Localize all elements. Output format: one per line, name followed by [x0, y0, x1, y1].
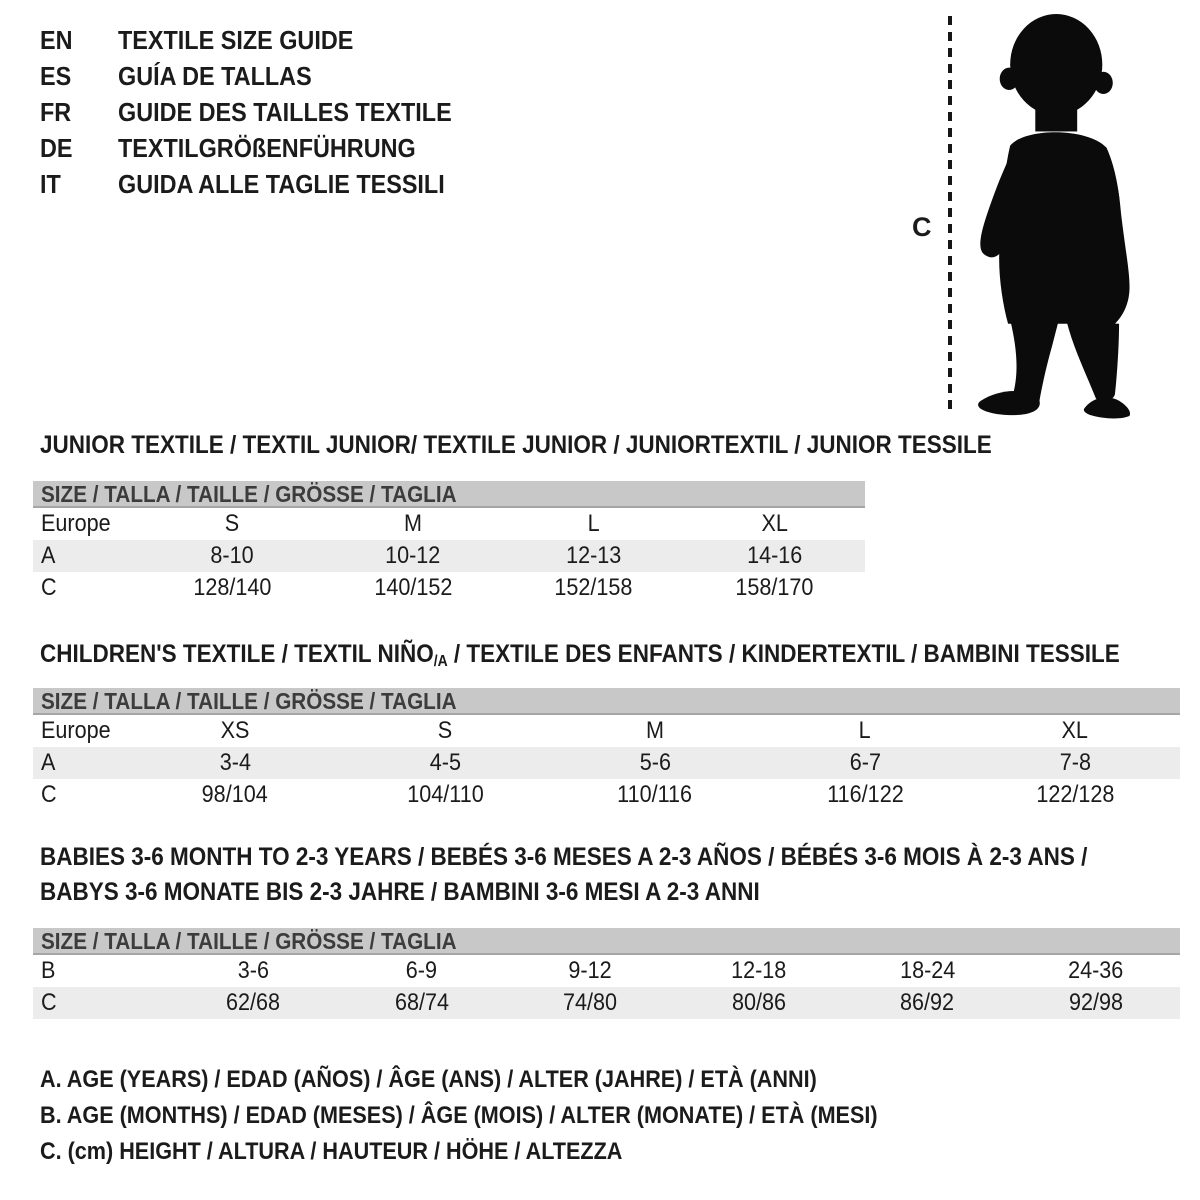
- language-guide-title: GUIDA ALLE TAGLIE TESSILI: [118, 169, 445, 199]
- babies-title-line1: BABIES 3-6 MONTH TO 2-3 YEARS / BEBÉS 3-6 MESES A 2-3 AÑOS / BÉBÉS 3-6 MOIS À 2-3 ANS /: [40, 843, 1088, 871]
- size-value-cell: 158/170: [735, 574, 814, 601]
- size-value-cell: 6-9: [406, 957, 438, 984]
- babies-section-heading: [40, 842, 1200, 907]
- language-guide-title: GUIDE DES TAILLES TEXTILE: [118, 97, 452, 127]
- size-value-cell: 3-6: [237, 957, 269, 984]
- table-row: [33, 572, 865, 604]
- size-value-cell: 122/128: [1035, 781, 1115, 808]
- language-row: [40, 58, 489, 94]
- size-value-cell: 7-8: [1059, 749, 1091, 776]
- language-code: FR: [40, 97, 72, 127]
- size-value-cell: 104/110: [406, 781, 484, 808]
- size-value-cell: 24-36: [1068, 957, 1124, 984]
- table-row: [33, 955, 1180, 987]
- size-header-bar: SIZE / TALLA / TAILLE / GRÖSSE / TAGLIA: [33, 481, 865, 508]
- size-value-cell: 128/140: [193, 574, 272, 601]
- height-measure-label: C: [912, 212, 932, 242]
- size-value-cell: 140/152: [374, 574, 453, 601]
- size-value-cell: 10-12: [385, 542, 441, 569]
- size-value-cell: 86/92: [900, 989, 955, 1016]
- size-value-cell: 62/68: [226, 989, 281, 1016]
- size-value-cell: M: [404, 510, 423, 537]
- size-value-cell: 110/116: [617, 781, 693, 808]
- table-row: [33, 508, 865, 540]
- language-row: [40, 130, 489, 166]
- row-label: Europe: [41, 717, 111, 744]
- size-value-cell: 4-5: [429, 749, 461, 776]
- size-value-cell: 12-13: [566, 542, 622, 569]
- size-value-cell: 9-12: [568, 957, 612, 984]
- row-label: B: [41, 957, 56, 984]
- language-code: ES: [40, 61, 72, 91]
- size-value-cell: 8-10: [210, 542, 254, 569]
- size-value-cell: S: [225, 510, 240, 537]
- children-size-table: [33, 688, 1180, 811]
- size-value-cell: 98/104: [201, 781, 269, 808]
- table-row: [33, 779, 1180, 811]
- language-row: [40, 94, 489, 130]
- language-guide-title: GUÍA DE TALLAS: [118, 61, 312, 91]
- legend-line-b: B. AGE (MONTHS) / EDAD (MESES) / ÂGE (MOIS) / ALTER (MONATE) / ETÀ (MESI): [40, 1102, 878, 1129]
- size-value-cell: 152/158: [554, 574, 633, 601]
- size-value-cell: 116/122: [826, 781, 904, 808]
- table-row: [33, 715, 1180, 747]
- children-section-heading: [40, 639, 1200, 677]
- size-value-cell: XL: [1061, 717, 1089, 744]
- babies-size-table: [33, 928, 1180, 1019]
- language-code: DE: [40, 133, 73, 163]
- size-value-cell: S: [437, 717, 453, 744]
- table-row: [33, 987, 1180, 1019]
- language-row: [40, 22, 489, 58]
- size-value-cell: 12-18: [731, 957, 787, 984]
- size-value-cell: 18-24: [899, 957, 955, 984]
- row-label: C: [41, 574, 57, 601]
- size-value-cell: 80/86: [731, 989, 786, 1016]
- legend: [40, 1062, 971, 1170]
- size-header-bar: SIZE / TALLA / TAILLE / GRÖSSE / TAGLIA: [33, 928, 1180, 955]
- size-value-cell: 74/80: [563, 989, 618, 1016]
- size-value-cell: 5-6: [639, 749, 671, 776]
- language-code: IT: [40, 169, 61, 199]
- toddler-silhouette-icon: [962, 12, 1140, 422]
- size-value-cell: 92/98: [1068, 989, 1123, 1016]
- size-value-cell: L: [587, 510, 600, 537]
- children-section-title: CHILDREN'S TEXTILE / TEXTIL NIÑO/A / TEXTILE DES ENFANTS / KINDERTEXTIL / BAMBINI TESSILE: [40, 640, 1120, 670]
- language-guide-title: TEXTILE SIZE GUIDE: [118, 25, 354, 55]
- language-code: EN: [40, 25, 73, 55]
- row-label: Europe: [41, 510, 111, 537]
- table-row: [33, 540, 865, 572]
- language-title-list: [40, 22, 489, 202]
- size-value-cell: 3-4: [219, 749, 251, 776]
- row-label: C: [41, 781, 57, 808]
- size-value-cell: M: [646, 717, 664, 744]
- size-header-bar: SIZE / TALLA / TAILLE / GRÖSSE / TAGLIA: [33, 688, 1180, 715]
- row-label: A: [41, 542, 56, 569]
- legend-line-c: C. (cm) HEIGHT / ALTURA / HAUTEUR / HÖHE / ALTEZZA: [40, 1138, 623, 1165]
- size-value-cell: XL: [761, 510, 788, 537]
- height-measure-dashed-line: [948, 16, 952, 416]
- junior-section-title: JUNIOR TEXTILE / TEXTIL JUNIOR/ TEXTILE JUNIOR / JUNIORTEXTIL / JUNIOR TESSILE: [40, 431, 992, 459]
- language-row: [40, 166, 489, 202]
- row-label: A: [41, 749, 56, 776]
- size-value-cell: 14-16: [746, 542, 803, 569]
- row-label: C: [41, 989, 57, 1016]
- size-value-cell: 68/74: [394, 989, 449, 1016]
- size-value-cell: 6-7: [849, 749, 881, 776]
- size-value-cell: XS: [220, 717, 250, 744]
- size-value-cell: L: [858, 717, 872, 744]
- junior-section-heading: [40, 430, 1098, 460]
- junior-size-table: [33, 481, 865, 604]
- language-guide-title: TEXTILGRÖßENFÜHRUNG: [118, 133, 416, 163]
- legend-line-a: A. AGE (YEARS) / EDAD (AÑOS) / ÂGE (ANS) / ALTER (JAHRE) / ETÀ (ANNI): [40, 1066, 817, 1093]
- table-row: [33, 747, 1180, 779]
- babies-title-line2: BABYS 3-6 MONATE BIS 2-3 JAHRE / BAMBINI 3-6 MESI A 2-3 ANNI: [40, 878, 760, 906]
